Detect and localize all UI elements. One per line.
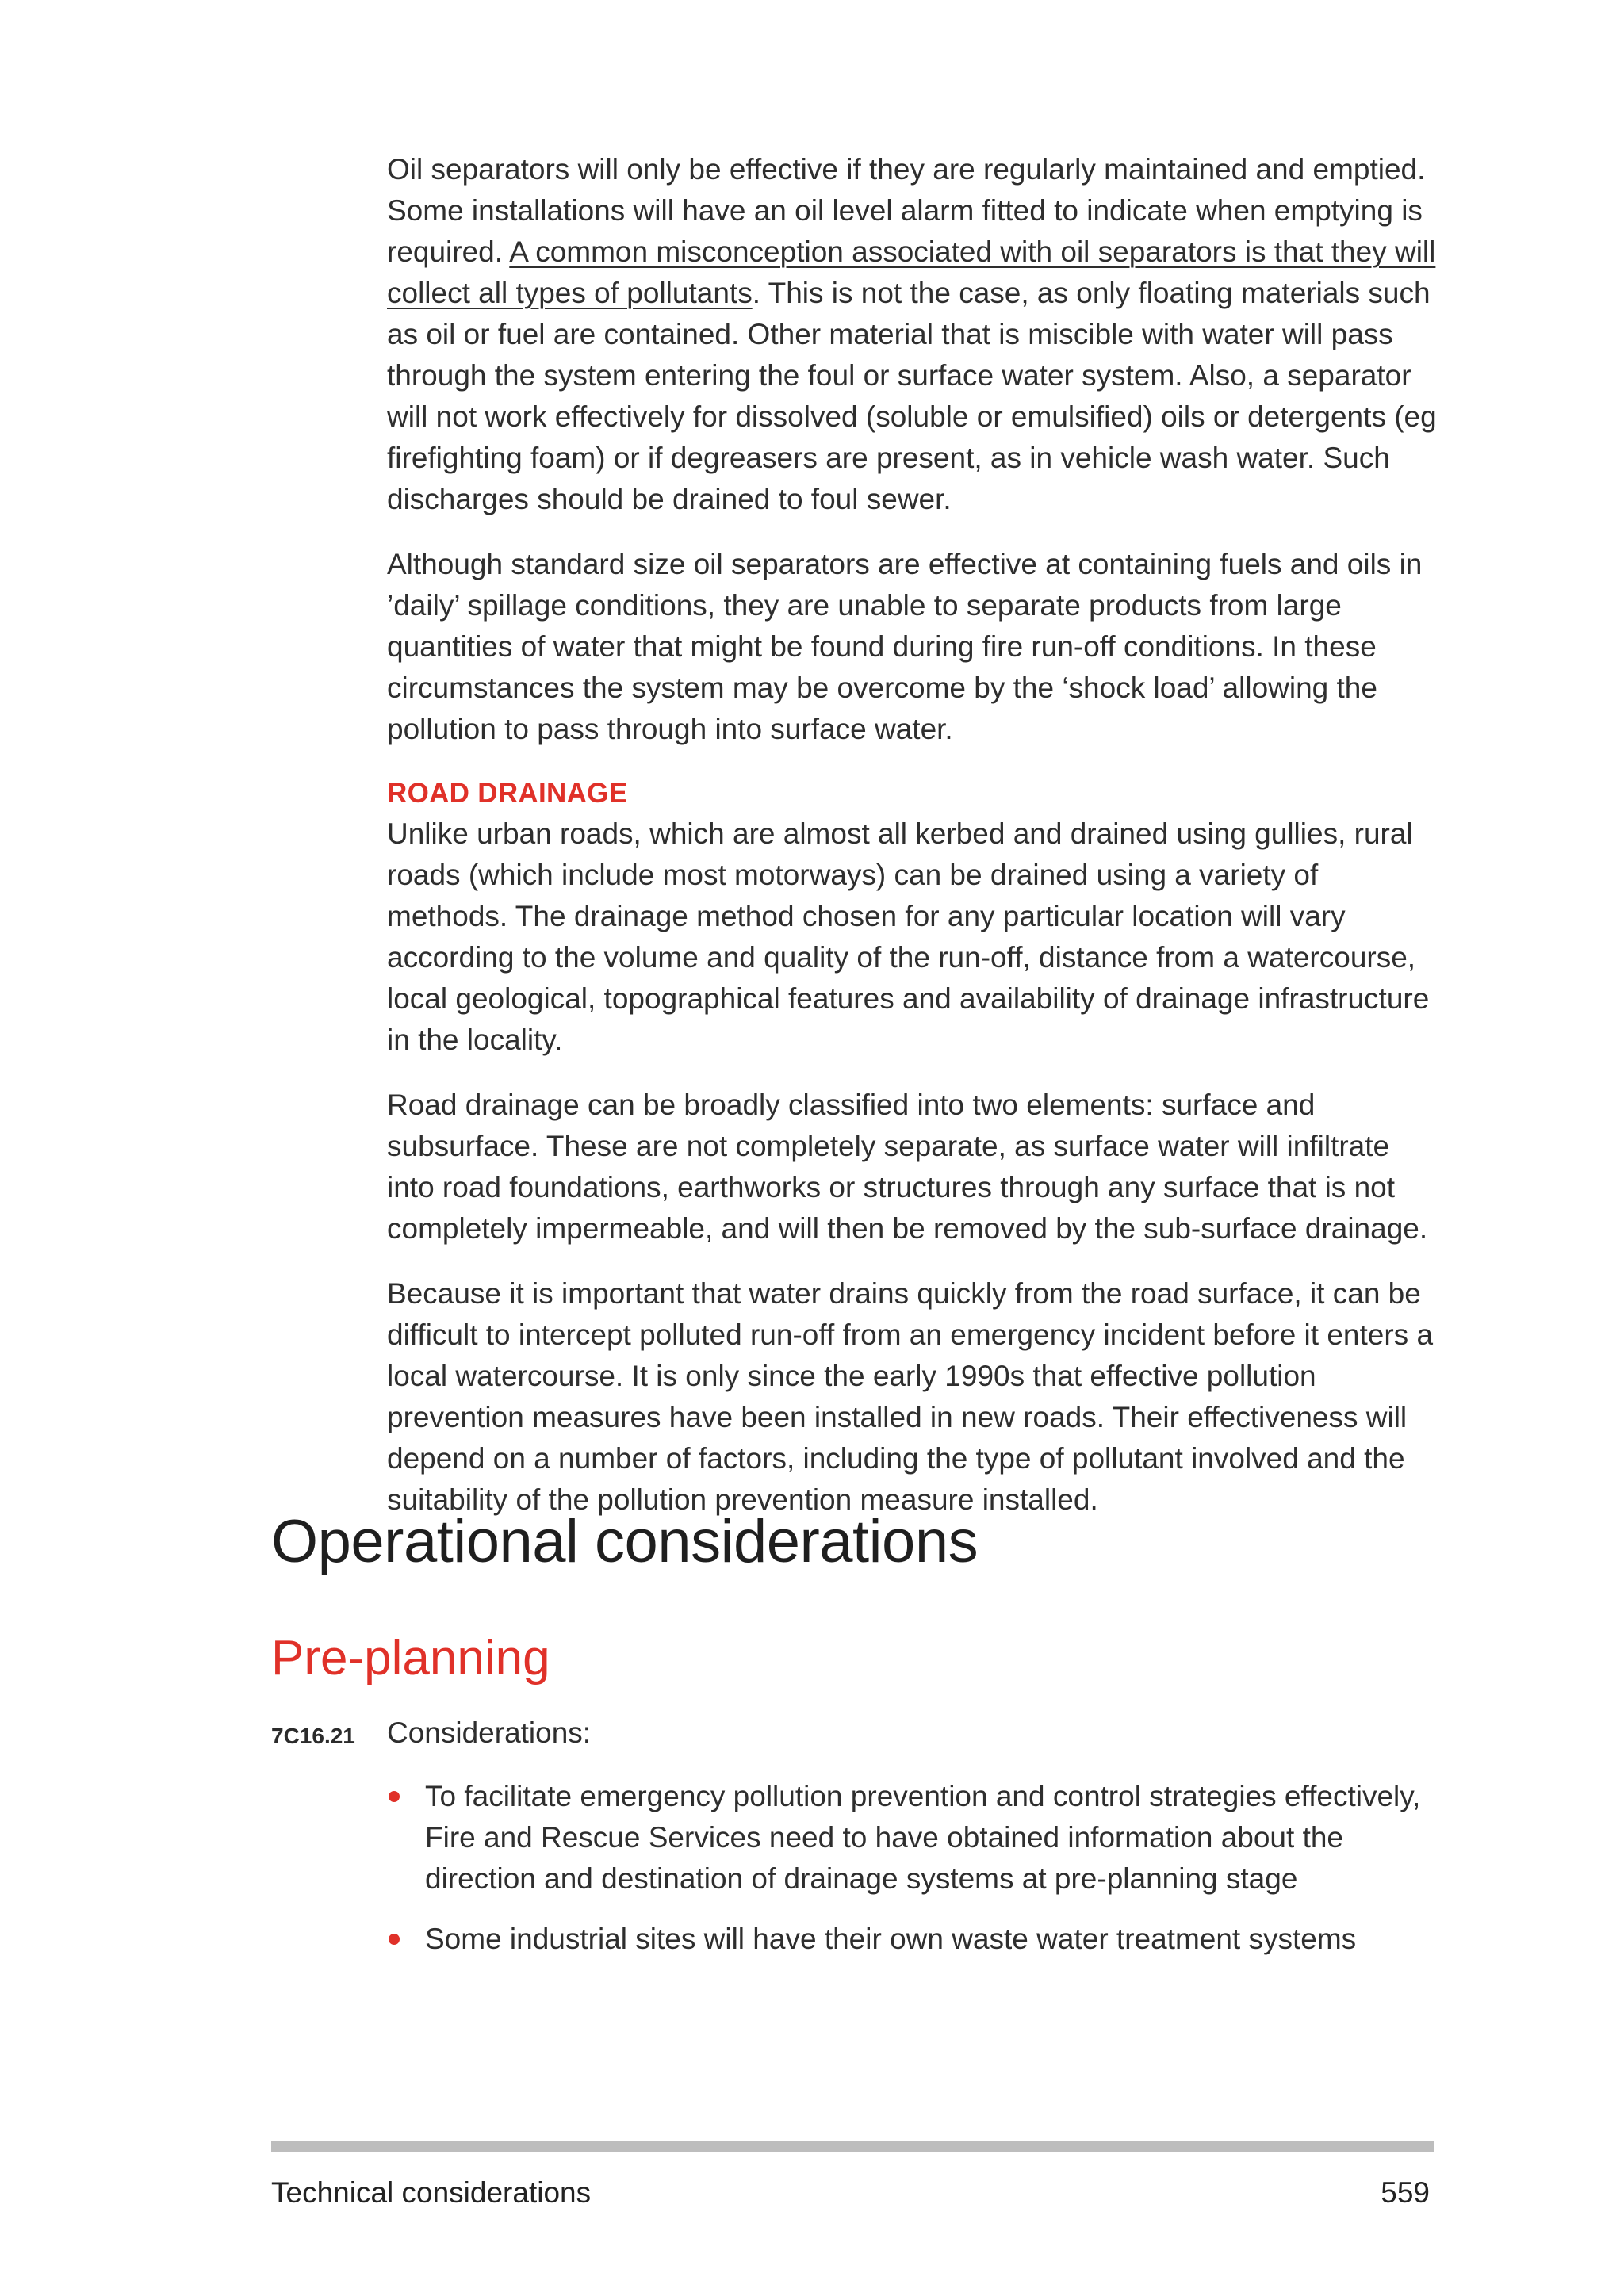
considerations-label: Considerations:: [387, 1716, 592, 1749]
list-item: [387, 1776, 1450, 1900]
bullet-dot-icon: [389, 1791, 400, 1802]
paragraph-oil-separators: [387, 149, 1442, 520]
paragraph-text: . This is not the case, as only floating materials such as oil or fuel are contained. Other material that is miscible with water will pass through the system entering the foul or surface water system. Also, a separator will not work effectively for dissolved (soluble or emulsified) oils or detergents (eg firefighting foam) or if degreasers are present, as in vehicle wash water. Such discharges should be drained to foul sewer.: [387, 277, 1437, 515]
list-item-text: Some industrial sites will have their own waste water treatment systems: [425, 1923, 1357, 1955]
section-title: Operational considerations: [271, 1508, 979, 1575]
footer-section-label: Technical considerations: [271, 2176, 592, 2209]
section-subtitle: Pre-planning: [271, 1631, 550, 1686]
road-drainage-heading: ROAD DRAINAGE: [387, 778, 628, 809]
paragraph-standard-size: Although standard size oil separators are effective at containing fuels and oils in ’daily’ spillage conditions, they are unable to separate products from large quantities of water that might be found during fire run-off conditions. In these circumstances the system may be overcome by the ‘shock load’ allowing the pollution to pass through into surface water.: [387, 548, 1423, 745]
paragraph-road-drainage-2: Road drainage can be broadly classified into two elements: surface and subsurface. These are not completely separate, as surface water will infiltrate into road foundations, earthworks or structures through any surface that is not completely impermeable, and will then be removed by the sub-surface drainage.: [387, 1089, 1428, 1245]
paragraph-road-drainage-3: Because it is important that water drains quickly from the road surface, it can be difficult to intercept polluted run-off from an emergency incident before it enters a local watercourse. It is only since the early 1990s that effective pollution prevention measures have been installed in new roads. Their effectiveness will depend on a number of factors, including the type of pollutant involved and the suitability of the pollution prevention measure installed.: [387, 1277, 1434, 1516]
bullet-dot-icon: [389, 1934, 400, 1945]
paragraph-text: Oil separators will only be effective if they are regularly maintained and emptied. Some installations will have an oil level alarm fitted to indicate when emptying is required.: [387, 153, 1426, 268]
list-item: [387, 1919, 1450, 1960]
body-text-top: [387, 149, 1442, 1544]
underlined-text: A common misconception associated with oil separators is that they will collect all types of pollutants: [387, 235, 1436, 309]
list-item-text: To facilitate emergency pollution prevention and control strategies effectively, Fire and Rescue Services need to have obtained information about the direction and destination of drainage systems at pre-planning stage: [425, 1780, 1421, 1895]
footer-divider: [271, 2141, 1434, 2152]
paragraph-road-drainage-1: Unlike urban roads, which are almost all kerbed and drained using gullies, rural roads (which include most motorways) can be drained using a variety of methods. The drainage method chosen for any particular location will vary according to the volume and quality of the run-off, distance from a watercourse, local geological, topographical features and availability of drainage infrastructure in the locality.: [387, 817, 1430, 1056]
page-number: 559: [1381, 2176, 1430, 2209]
considerations-list: [387, 1776, 1450, 1979]
paragraph-number: 7C16.21: [271, 1724, 355, 1748]
